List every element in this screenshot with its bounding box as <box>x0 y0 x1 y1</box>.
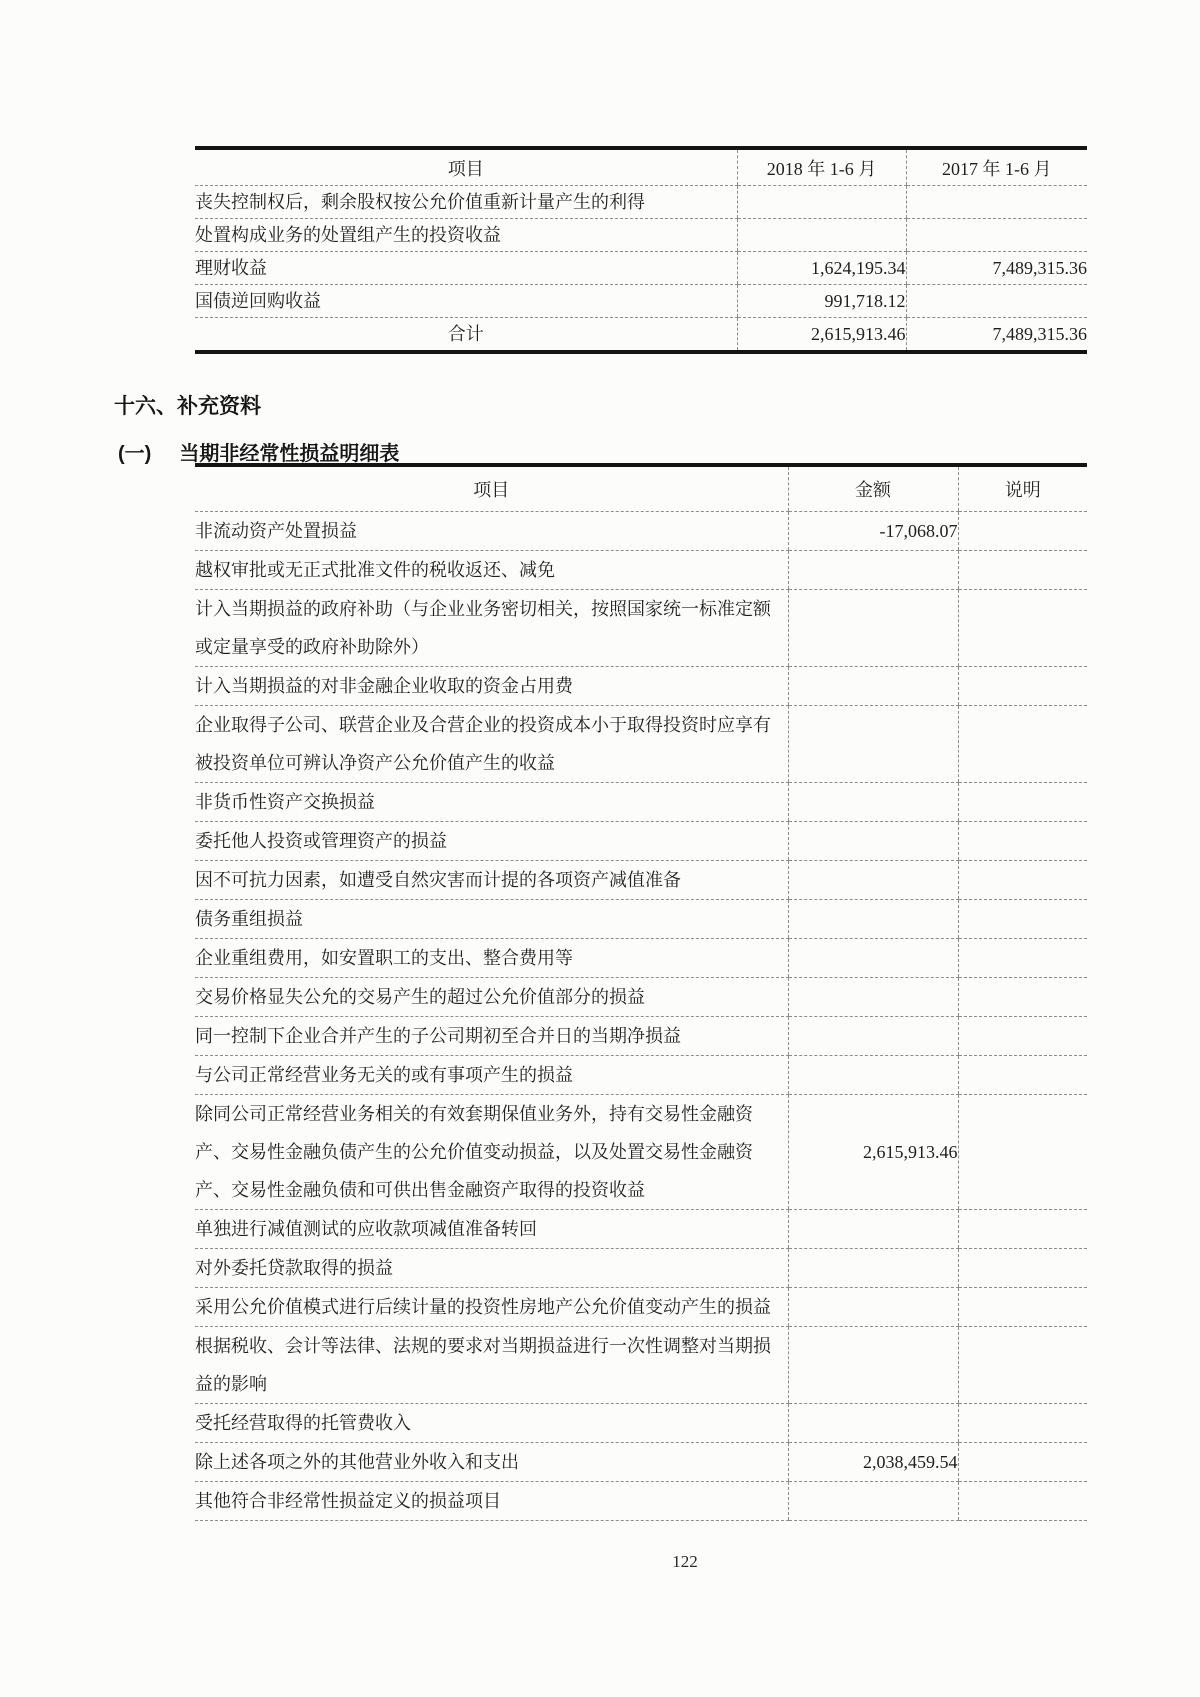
note-cell <box>958 861 1087 900</box>
table-row <box>195 667 1087 706</box>
value-cell <box>788 783 958 822</box>
value-cell <box>788 1327 958 1404</box>
item-cell: 根据税收、会计等法律、法规的要求对当期损益进行一次性调整对当期损益的影响 <box>195 1327 788 1404</box>
item-cell: 非流动资产处置损益 <box>195 512 788 551</box>
item-cell: 同一控制下企业合并产生的子公司期初至合并日的当期净损益 <box>195 1017 788 1056</box>
note-cell <box>958 551 1087 590</box>
value-cell <box>788 706 958 783</box>
note-cell <box>958 900 1087 939</box>
note-cell <box>958 590 1087 667</box>
column-header-item: 项目 <box>195 465 788 512</box>
note-cell <box>958 667 1087 706</box>
table-row <box>195 1210 1087 1249</box>
table-row <box>195 1404 1087 1443</box>
table-row <box>195 1327 1087 1404</box>
note-cell <box>958 1017 1087 1056</box>
page-number: 122 <box>672 1552 698 1571</box>
item-cell: 国债逆回购收益 <box>195 285 737 318</box>
value-cell <box>737 219 906 252</box>
column-header-2018: 2018 年 1-6 月 <box>737 148 906 186</box>
value-cell <box>788 1249 958 1288</box>
note-cell <box>958 1210 1087 1249</box>
item-cell: 单独进行减值测试的应收款项减值准备转回 <box>195 1210 788 1249</box>
table-row <box>195 939 1087 978</box>
table-row <box>195 978 1087 1017</box>
item-cell: 非货币性资产交换损益 <box>195 783 788 822</box>
subsection-title: 当期非经常性损益明细表 <box>179 443 400 465</box>
value-cell: 1,624,195.34 <box>737 252 906 285</box>
table-row <box>195 706 1087 783</box>
table-row <box>195 252 1087 285</box>
value-cell <box>737 186 906 219</box>
table-header-row <box>195 465 1087 512</box>
value-cell <box>788 1482 958 1521</box>
value-cell <box>788 939 958 978</box>
table-row <box>195 285 1087 318</box>
note-cell <box>958 1482 1087 1521</box>
table-row <box>195 1249 1087 1288</box>
total-row <box>195 318 1087 353</box>
item-cell: 处置构成业务的处置组产生的投资收益 <box>195 219 737 252</box>
table-row <box>195 783 1087 822</box>
table-row <box>195 186 1087 219</box>
table-row <box>195 1056 1087 1095</box>
item-cell: 委托他人投资或管理资产的损益 <box>195 822 788 861</box>
table-row <box>195 1017 1087 1056</box>
table2-body <box>195 512 1087 1521</box>
column-header-item: 项目 <box>195 148 737 186</box>
value-cell <box>906 285 1087 318</box>
note-cell <box>958 1443 1087 1482</box>
value-cell <box>788 667 958 706</box>
value-cell <box>906 219 1087 252</box>
item-cell: 除同公司正常经营业务相关的有效套期保值业务外，持有交易性金融资产、交易性金融负债产生的公允价值变动损益，以及处置交易性金融资产、交易性金融负债和可供出售金融资产取得的投资收益 <box>195 1095 788 1210</box>
subsection-index: (一) <box>118 443 152 465</box>
item-cell: 除上述各项之外的其他营业外收入和支出 <box>195 1443 788 1482</box>
table-row <box>195 1288 1087 1327</box>
table-row <box>195 1095 1087 1210</box>
table-row <box>195 219 1087 252</box>
value-cell <box>788 1210 958 1249</box>
table-row <box>195 1443 1087 1482</box>
table-row <box>195 822 1087 861</box>
item-cell: 对外委托贷款取得的损益 <box>195 1249 788 1288</box>
note-cell <box>958 822 1087 861</box>
note-cell <box>958 1288 1087 1327</box>
table-row <box>195 1482 1087 1521</box>
item-cell: 与公司正常经营业务无关的或有事项产生的损益 <box>195 1056 788 1095</box>
value-cell <box>788 822 958 861</box>
value-cell <box>788 551 958 590</box>
note-cell <box>958 1249 1087 1288</box>
value-cell: 7,489,315.36 <box>906 252 1087 285</box>
value-cell: 2,615,913.46 <box>788 1095 958 1210</box>
column-header-note: 说明 <box>958 465 1087 512</box>
column-header-amount: 金额 <box>788 465 958 512</box>
non-recurring-items-table <box>195 463 1087 1521</box>
item-cell: 采用公允价值模式进行后续计量的投资性房地产公允价值变动产生的损益 <box>195 1288 788 1327</box>
value-cell <box>788 1288 958 1327</box>
value-cell <box>788 1056 958 1095</box>
table-row <box>195 861 1087 900</box>
value-cell <box>788 1404 958 1443</box>
item-cell: 其他符合非经常性损益定义的损益项目 <box>195 1482 788 1521</box>
item-cell: 合计 <box>195 318 737 353</box>
note-cell <box>958 939 1087 978</box>
value-cell <box>906 186 1087 219</box>
note-cell <box>958 1095 1087 1210</box>
note-cell <box>958 1404 1087 1443</box>
note-cell <box>958 1327 1087 1404</box>
section-heading: 十六、补充资料 <box>114 395 261 418</box>
item-cell: 债务重组损益 <box>195 900 788 939</box>
item-cell: 交易价格显失公允的交易产生的超过公允价值部分的损益 <box>195 978 788 1017</box>
value-cell <box>788 590 958 667</box>
item-cell: 理财收益 <box>195 252 737 285</box>
item-cell: 因不可抗力因素，如遭受自然灾害而计提的各项资产减值准备 <box>195 861 788 900</box>
table1-body <box>195 186 1087 353</box>
item-cell: 越权审批或无正式批准文件的税收返还、减免 <box>195 551 788 590</box>
table-row <box>195 551 1087 590</box>
item-cell: 受托经营取得的托管费收入 <box>195 1404 788 1443</box>
value-cell: 991,718.12 <box>737 285 906 318</box>
value-cell: 7,489,315.36 <box>906 318 1087 353</box>
item-cell: 丧失控制权后，剩余股权按公允价值重新计量产生的利得 <box>195 186 737 219</box>
note-cell <box>958 512 1087 551</box>
note-cell <box>958 706 1087 783</box>
table-row <box>195 900 1087 939</box>
item-cell: 企业重组费用，如安置职工的支出、整合费用等 <box>195 939 788 978</box>
item-cell: 企业取得子公司、联营企业及合营企业的投资成本小于取得投资时应享有被投资单位可辨认净资产公允价值产生的收益 <box>195 706 788 783</box>
investment-income-table <box>195 146 1087 354</box>
value-cell <box>788 900 958 939</box>
value-cell <box>788 861 958 900</box>
note-cell <box>958 978 1087 1017</box>
value-cell <box>788 1017 958 1056</box>
table-header-row <box>195 148 1087 186</box>
value-cell <box>788 978 958 1017</box>
value-cell: 2,615,913.46 <box>737 318 906 353</box>
subsection-heading <box>118 437 399 466</box>
note-cell <box>958 783 1087 822</box>
table-row <box>195 512 1087 551</box>
item-cell: 计入当期损益的对非金融企业收取的资金占用费 <box>195 667 788 706</box>
table-row <box>195 590 1087 667</box>
item-cell: 计入当期损益的政府补助（与企业业务密切相关，按照国家统一标准定额或定量享受的政府补助除外） <box>195 590 788 667</box>
value-cell: 2,038,459.54 <box>788 1443 958 1482</box>
value-cell: -17,068.07 <box>788 512 958 551</box>
note-cell <box>958 1056 1087 1095</box>
column-header-2017: 2017 年 1-6 月 <box>906 148 1087 186</box>
